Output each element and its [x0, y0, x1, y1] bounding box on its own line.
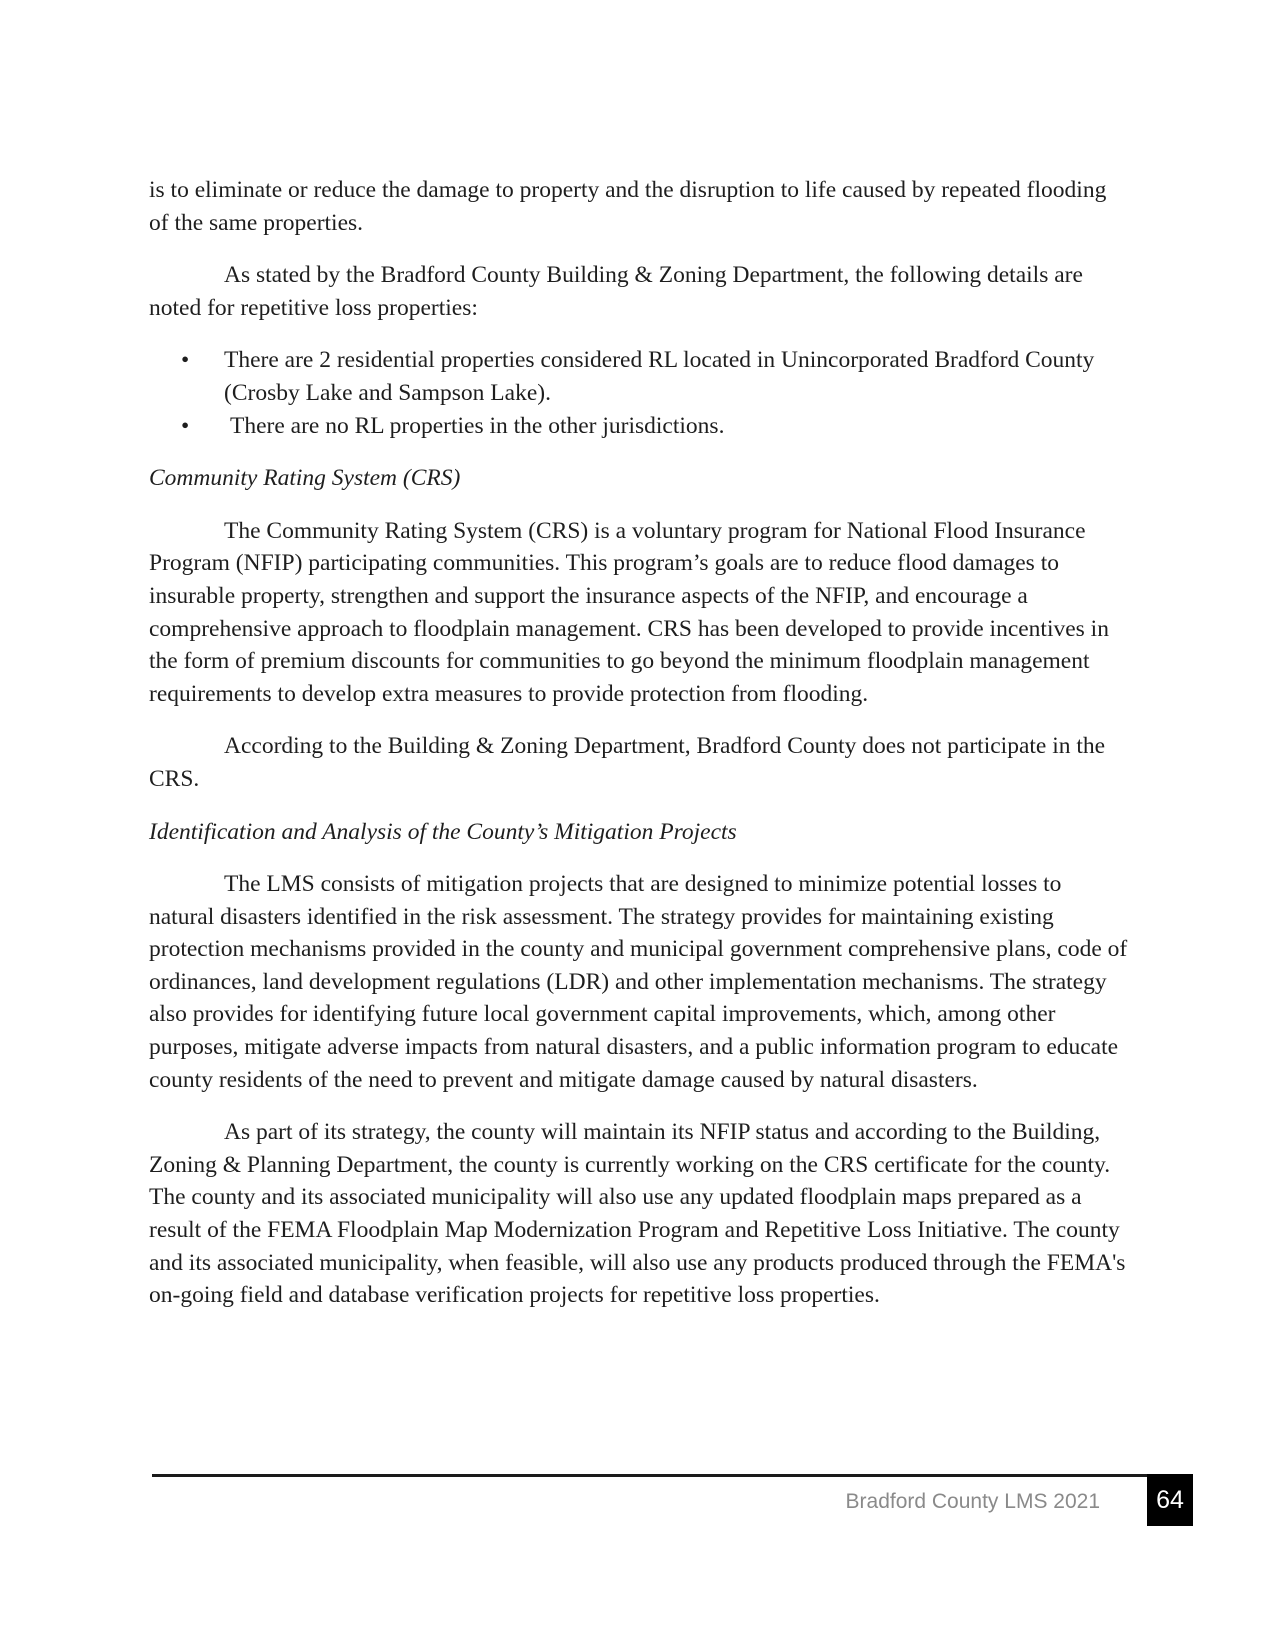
paragraph-mitigation-2: As part of its strategy, the county will maintain its NFIP status and according to the Building, Zoning & Planning Department, the county is currently working on the CRS certificate for the county. The county and its associated municipality will also use any updated floodplain maps prepared as a result of the FEMA Floodplain Map Modernization Program and Repetitive Loss Initiative. The county and its associated municipality, when feasible, will also use any products produced through the FEMA's on-going field and database verification projects for repetitive loss properties. [149, 1119, 1126, 1309]
list-item-text: There are 2 residential properties considered RL located in Unincorporated Bradford County (Crosby Lake and Sampson Lake). [224, 347, 1095, 406]
list-item-text: There are no RL properties in the other jurisdictions. [230, 412, 725, 439]
paragraph-crs-1: The Community Rating System (CRS) is a voluntary program for National Flood Insurance Program (NFIP) participating communities. This program’s goals are to reduce flood damages to insurable property, strengthen and support the insurance aspects of the NFIP, and encourage a comprehensive approach to floodplain management. CRS has been developed to provide incentives in the form of premium discounts for communities to go beyond the minimum floodplain management requirements to develop extra measures to provide protection from flooding. [149, 517, 1109, 707]
page-body [149, 174, 1129, 1332]
footer-document-title: Bradford County LMS 2021 [845, 1490, 1100, 1513]
paragraph-mitigation-1: The LMS consists of mitigation projects that are designed to minimize potential losses to natural disasters identified in the risk assessment. The strategy provides for maintaining existing protection mechanisms provided in the county and municipal government comprehensive plans, code of ordinances, land development regulations (LDR) and other implementation mechanisms. The strategy also provides for identifying future local government capital improvements, which, among other purposes, mitigate adverse impacts from natural disasters, and a public information program to educate county residents of the need to prevent and mitigate damage caused by natural disasters. [149, 871, 1128, 1093]
heading-crs: Community Rating System (CRS) [149, 465, 461, 492]
page-number: 64 [1147, 1474, 1193, 1526]
heading-mitigation: Identification and Analysis of the County’s Mitigation Projects [149, 818, 737, 845]
paragraph-continuation: is to eliminate or reduce the damage to property and the disruption to life caused by repeated flooding of the same properties. [149, 177, 1107, 236]
list-item [181, 344, 1129, 409]
list-item [181, 410, 1129, 443]
paragraph-crs-2: According to the Building & Zoning Department, Bradford County does not participate in the CRS. [149, 733, 1106, 792]
paragraph-rl-intro: As stated by the Bradford County Building & Zoning Department, the following details are noted for repetitive loss properties: [149, 262, 1083, 321]
rl-bullet-list [149, 344, 1129, 442]
bullet-icon: • [181, 412, 190, 439]
footer-divider [152, 1474, 1192, 1477]
bullet-icon: • [181, 347, 190, 374]
